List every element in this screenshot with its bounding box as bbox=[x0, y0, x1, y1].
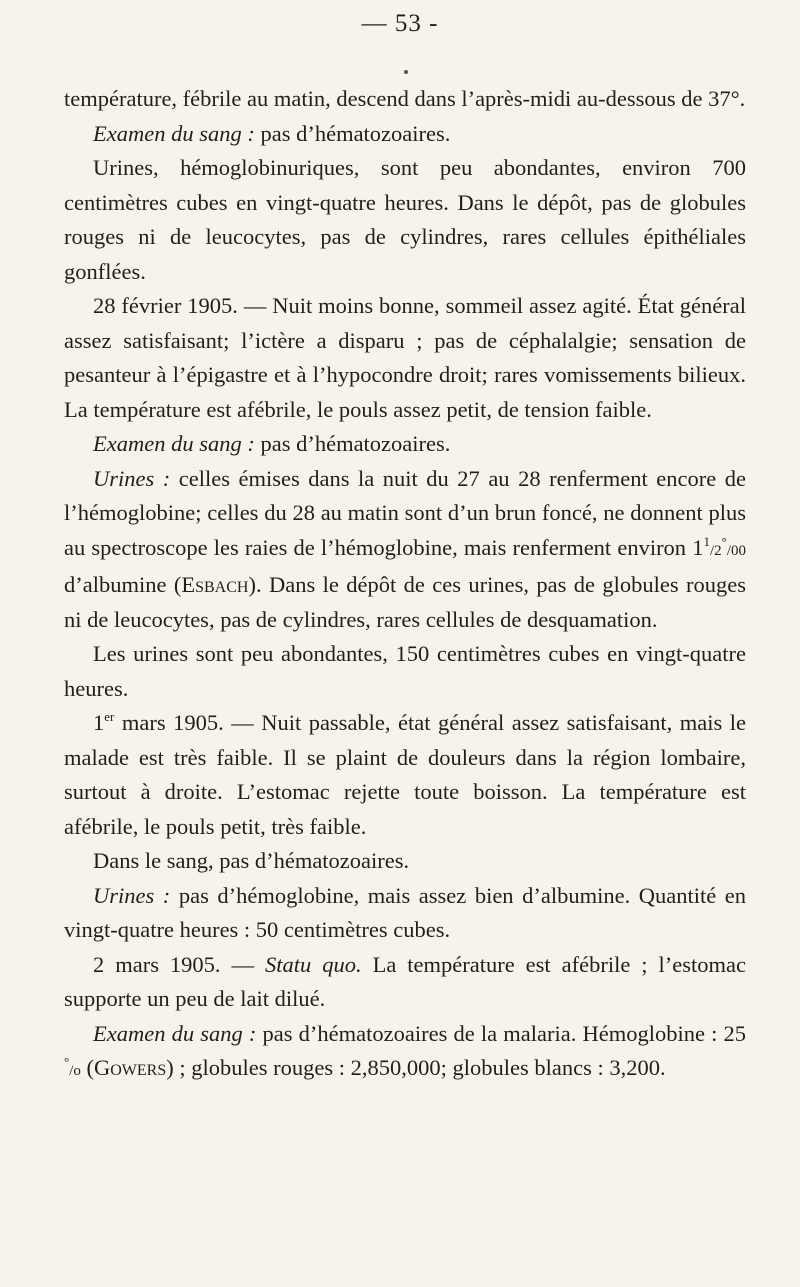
paragraph bbox=[64, 706, 746, 844]
text-segment: pas d’hémoglobine, mais assez bien d’albumine. Quantité en vingt-quatre heures : 50 centimètres cubes. bbox=[64, 882, 746, 942]
text-segment: o bbox=[73, 1063, 81, 1079]
text-segment: Urines, hémoglobinuriques, sont peu abondantes, environ 700 centimètres cubes en vingt-quatre heures. Dans le dépôt, pas de globules rouges ni de leucocytes, pas de cylindres, rares cellules épithéliales gonflées. bbox=[64, 155, 746, 284]
text-segment: 1 bbox=[703, 533, 710, 549]
text-segment: 00 bbox=[731, 542, 746, 559]
text-segment: pas d’hématozoaires. bbox=[254, 120, 451, 146]
text-segment: ° bbox=[64, 1054, 70, 1069]
text-segment: Gowers bbox=[94, 1055, 167, 1080]
paragraph bbox=[64, 879, 746, 948]
page-number: — 53 - bbox=[361, 10, 439, 37]
paragraph bbox=[64, 117, 746, 152]
text-segment: température, fébrile au matin, descend dans l’après-midi au-dessous de 37°. bbox=[64, 86, 746, 111]
text-segment: ) ; globules rouges : 2,850,000; globules blancs : 3,200. bbox=[166, 1055, 666, 1080]
text-segment: Les urines sont peu abondantes, 150 centimètres cubes en vingt-quatre heures. bbox=[64, 641, 746, 701]
text-segment: ). Dans le dépôt de ces urines, pas de globules rouges ni de leucocytes, pas de cylindres, rares cellules de desquamation. bbox=[64, 572, 746, 632]
text-segment: ( bbox=[80, 1055, 94, 1080]
text-segment: pas d’hématozoaires de la malaria. Hémoglobine : 25 bbox=[256, 1020, 747, 1046]
text-segment: Esbach bbox=[181, 572, 249, 597]
text-segment: Dans le sang, pas d’hématozoaires. bbox=[93, 848, 410, 873]
text-segment: Statu quo. bbox=[265, 951, 362, 977]
text-segment: 2 mars 1905. — bbox=[93, 951, 265, 977]
text-segment: La température est afébrile ; l’estomac supporte un peu de lait dilué. bbox=[64, 951, 746, 1011]
ink-speck bbox=[404, 70, 408, 74]
text-segment: d’albumine ( bbox=[64, 572, 182, 597]
paragraph bbox=[64, 948, 746, 1017]
paragraph bbox=[64, 427, 746, 462]
paragraph bbox=[64, 462, 746, 638]
paragraph bbox=[64, 844, 746, 879]
text-segment: celles émises dans la nuit du 27 au 28 renferment encore de l’hémoglobine; celles du 28 au matin sont d’un brun foncé, ne donnent plus au spectroscope les raies de l’hémoglobine, mais renferment environ 1 bbox=[64, 465, 746, 560]
text-segment: / bbox=[709, 542, 715, 559]
text-segment: Urines : bbox=[93, 465, 171, 491]
paragraph bbox=[64, 151, 746, 289]
paragraph bbox=[64, 1017, 746, 1089]
text-segment: Examen du sang : bbox=[93, 431, 255, 456]
text-segment: / bbox=[69, 1063, 74, 1079]
text-segment: / bbox=[726, 542, 731, 559]
text-segment: pas d’hématozoaires. bbox=[254, 431, 451, 456]
text-segment: Examen du sang : bbox=[93, 120, 255, 146]
text-segment: er bbox=[104, 709, 115, 724]
text-segment: 28 février 1905. — Nuit moins bonne, sommeil assez agité. État général assez satisfaisant; l’ictère a disparu ; pas de céphalalgie; sensation de pesanteur à l’épigastre et à l’hypocondre droit; rares vomissements bilieux. La température est afébrile, le pouls assez petit, de tension faible. bbox=[64, 293, 746, 422]
text-segment: Urines : bbox=[93, 882, 171, 908]
text-segment: 1 bbox=[93, 710, 105, 735]
paragraph bbox=[64, 82, 746, 117]
paragraph bbox=[64, 637, 746, 706]
text-segment: ° bbox=[721, 533, 727, 549]
body-text bbox=[64, 82, 746, 1089]
text-segment: mars 1905. — Nuit passable, état général assez satisfaisant, mais le malade est très faible. Il se plaint de douleurs dans la région lombaire, surtout à droite. L’estomac rejette toute boisson. La température est afébrile, le pouls petit, très faible. bbox=[64, 710, 746, 839]
paragraph bbox=[64, 289, 746, 427]
text-segment: Examen du sang : bbox=[93, 1020, 257, 1046]
text-segment: 2 bbox=[714, 542, 722, 559]
